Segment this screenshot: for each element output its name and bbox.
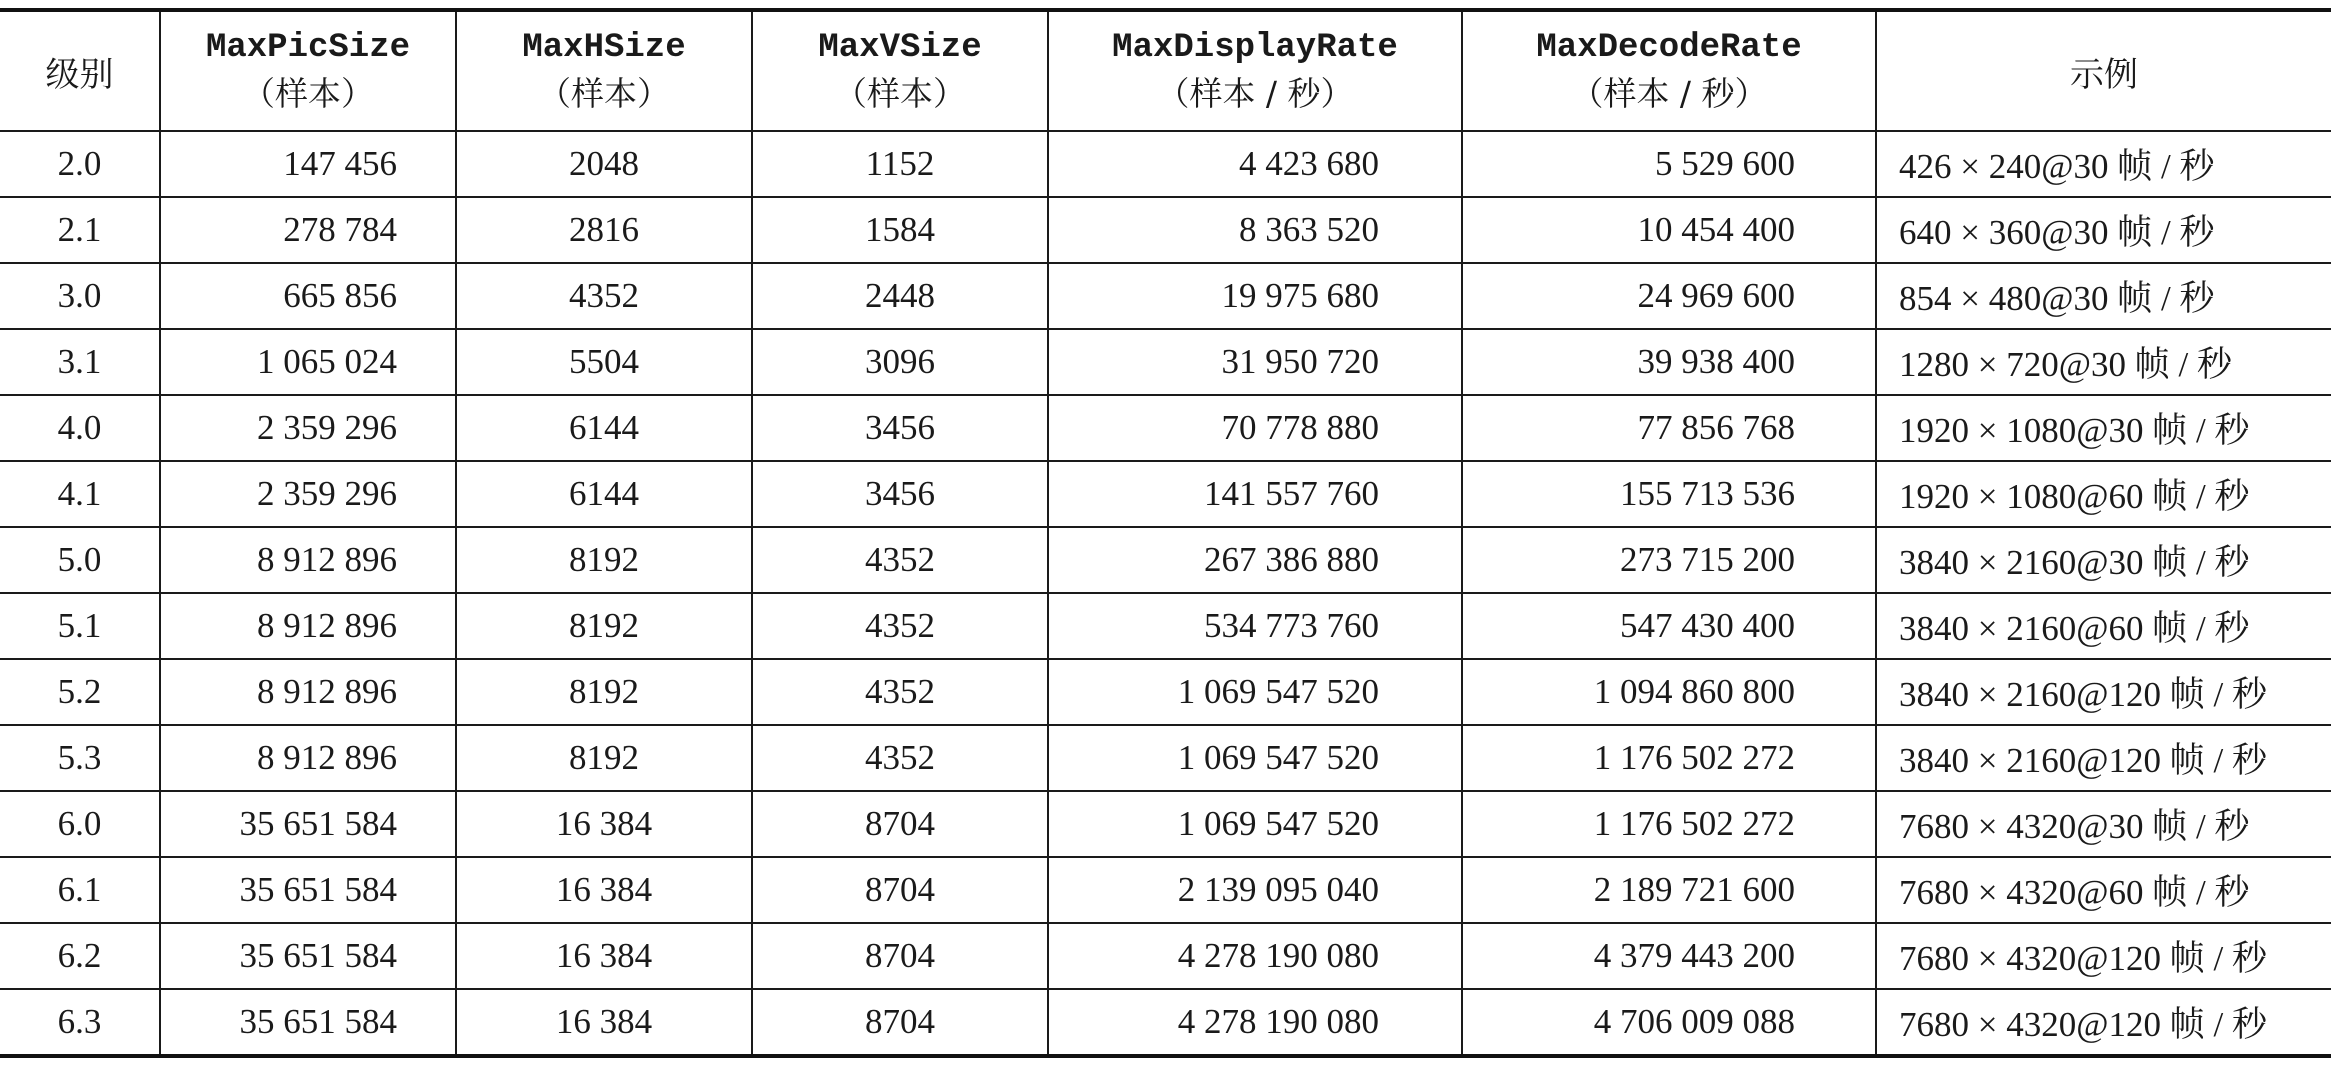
max-pic-size-cell: 35 651 584: [160, 791, 456, 857]
max-pic-size-cell: 665 856: [160, 263, 456, 329]
max-decode-rate-cell: 1 176 502 272: [1462, 791, 1876, 857]
max-display-rate-cell: 1 069 547 520: [1048, 791, 1462, 857]
max-decode-rate-cell: 547 430 400: [1462, 593, 1876, 659]
max-v-size-cell: 4352: [752, 725, 1048, 791]
example-cell: 1920 × 1080@30 帧 / 秒: [1876, 395, 2331, 461]
max-pic-size-cell: 1 065 024: [160, 329, 456, 395]
max-v-size-cell: 2448: [752, 263, 1048, 329]
max-v-size-cell: 4352: [752, 593, 1048, 659]
max-h-size-cell: 16 384: [456, 791, 752, 857]
max-display-rate-cell: 141 557 760: [1048, 461, 1462, 527]
max-decode-rate-cell: 39 938 400: [1462, 329, 1876, 395]
header-max-v-size: MaxVSize （样本）: [752, 10, 1048, 131]
max-pic-size-cell: 147 456: [160, 131, 456, 197]
max-decode-rate-cell: 24 969 600: [1462, 263, 1876, 329]
max-display-rate-cell: 1 069 547 520: [1048, 725, 1462, 791]
max-decode-rate-cell: 10 454 400: [1462, 197, 1876, 263]
max-pic-size-cell: 8 912 896: [160, 725, 456, 791]
header-example: 示例: [1876, 10, 2331, 131]
level-cell: 4.0: [0, 395, 160, 461]
example-cell: 1920 × 1080@60 帧 / 秒: [1876, 461, 2331, 527]
max-display-rate-cell: 4 278 190 080: [1048, 923, 1462, 989]
example-cell: 7680 × 4320@60 帧 / 秒: [1876, 857, 2331, 923]
max-display-rate-cell: 534 773 760: [1048, 593, 1462, 659]
max-pic-size-cell: 2 359 296: [160, 461, 456, 527]
table-row: [0, 329, 2331, 395]
table-row: [0, 659, 2331, 725]
table-row: [0, 857, 2331, 923]
max-pic-size-cell: 35 651 584: [160, 989, 456, 1056]
table-row: [0, 527, 2331, 593]
max-v-size-cell: 3456: [752, 461, 1048, 527]
max-v-size-cell: 8704: [752, 857, 1048, 923]
max-decode-rate-cell: 1 176 502 272: [1462, 725, 1876, 791]
example-cell: 3840 × 2160@120 帧 / 秒: [1876, 725, 2331, 791]
max-h-size-cell: 8192: [456, 527, 752, 593]
max-pic-size-cell: 35 651 584: [160, 857, 456, 923]
table-row: [0, 791, 2331, 857]
table-row: [0, 725, 2331, 791]
max-h-size-cell: 4352: [456, 263, 752, 329]
example-cell: 7680 × 4320@30 帧 / 秒: [1876, 791, 2331, 857]
example-cell: 3840 × 2160@30 帧 / 秒: [1876, 527, 2331, 593]
max-h-size-cell: 2816: [456, 197, 752, 263]
table-row: [0, 461, 2331, 527]
max-v-size-cell: 1584: [752, 197, 1048, 263]
max-h-size-cell: 6144: [456, 395, 752, 461]
max-pic-size-cell: 35 651 584: [160, 923, 456, 989]
header-max-pic-size: MaxPicSize （样本）: [160, 10, 456, 131]
example-cell: 1280 × 720@30 帧 / 秒: [1876, 329, 2331, 395]
level-limits-table: [0, 8, 2331, 1058]
max-decode-rate-cell: 4 706 009 088: [1462, 989, 1876, 1056]
max-v-size-cell: 8704: [752, 989, 1048, 1056]
header-max-decode-rate: MaxDecodeRate （样本 / 秒）: [1462, 10, 1876, 131]
level-cell: 2.0: [0, 131, 160, 197]
max-decode-rate-cell: 273 715 200: [1462, 527, 1876, 593]
max-v-size-cell: 1152: [752, 131, 1048, 197]
max-h-size-cell: 8192: [456, 725, 752, 791]
level-cell: 6.0: [0, 791, 160, 857]
max-display-rate-cell: 267 386 880: [1048, 527, 1462, 593]
level-cell: 5.0: [0, 527, 160, 593]
table-row: [0, 263, 2331, 329]
header-level: 级别: [0, 10, 160, 131]
max-h-size-cell: 2048: [456, 131, 752, 197]
table-row: [0, 593, 2331, 659]
table-row: [0, 923, 2331, 989]
max-display-rate-cell: 1 069 547 520: [1048, 659, 1462, 725]
level-cell: 6.3: [0, 989, 160, 1056]
level-cell: 5.2: [0, 659, 160, 725]
header-max-h-size: MaxHSize （样本）: [456, 10, 752, 131]
max-decode-rate-cell: 77 856 768: [1462, 395, 1876, 461]
max-display-rate-cell: 4 278 190 080: [1048, 989, 1462, 1056]
level-cell: 3.0: [0, 263, 160, 329]
example-cell: 7680 × 4320@120 帧 / 秒: [1876, 923, 2331, 989]
level-cell: 4.1: [0, 461, 160, 527]
max-display-rate-cell: 4 423 680: [1048, 131, 1462, 197]
max-h-size-cell: 16 384: [456, 923, 752, 989]
header-max-display-rate: MaxDisplayRate （样本 / 秒）: [1048, 10, 1462, 131]
max-decode-rate-cell: 155 713 536: [1462, 461, 1876, 527]
table-row: [0, 989, 2331, 1056]
max-pic-size-cell: 8 912 896: [160, 659, 456, 725]
max-display-rate-cell: 31 950 720: [1048, 329, 1462, 395]
max-pic-size-cell: 8 912 896: [160, 593, 456, 659]
max-v-size-cell: 8704: [752, 923, 1048, 989]
level-cell: 3.1: [0, 329, 160, 395]
max-v-size-cell: 4352: [752, 659, 1048, 725]
max-pic-size-cell: 2 359 296: [160, 395, 456, 461]
max-h-size-cell: 6144: [456, 461, 752, 527]
max-pic-size-cell: 8 912 896: [160, 527, 456, 593]
max-display-rate-cell: 2 139 095 040: [1048, 857, 1462, 923]
max-h-size-cell: 16 384: [456, 857, 752, 923]
max-decode-rate-cell: 2 189 721 600: [1462, 857, 1876, 923]
max-v-size-cell: 8704: [752, 791, 1048, 857]
max-pic-size-cell: 278 784: [160, 197, 456, 263]
max-v-size-cell: 3096: [752, 329, 1048, 395]
table-body: [0, 131, 2331, 1056]
example-cell: 7680 × 4320@120 帧 / 秒: [1899, 1005, 2267, 1044]
max-h-size-cell: 8192: [456, 659, 752, 725]
max-v-size-cell: 4352: [752, 527, 1048, 593]
level-cell: 5.1: [0, 593, 160, 659]
max-decode-rate-cell: 1 094 860 800: [1462, 659, 1876, 725]
level-cell: 6.1: [0, 857, 160, 923]
level-cell: 2.1: [0, 197, 160, 263]
table-row: [0, 131, 2331, 197]
table-row: [0, 197, 2331, 263]
max-display-rate-cell: 8 363 520: [1048, 197, 1462, 263]
max-display-rate-cell: 19 975 680: [1048, 263, 1462, 329]
table-row: [0, 395, 2331, 461]
max-display-rate-cell: 70 778 880: [1048, 395, 1462, 461]
level-cell: 5.3: [0, 725, 160, 791]
max-h-size-cell: 5504: [456, 329, 752, 395]
example-cell: 854 × 480@30 帧 / 秒: [1876, 263, 2331, 329]
example-cell: 426 × 240@30 帧 / 秒: [1876, 131, 2331, 197]
example-cell: 640 × 360@30 帧 / 秒: [1876, 197, 2331, 263]
example-cell: 3840 × 2160@60 帧 / 秒: [1876, 593, 2331, 659]
level-cell: 6.2: [0, 923, 160, 989]
max-h-size-cell: 8192: [456, 593, 752, 659]
max-decode-rate-cell: 4 379 443 200: [1462, 923, 1876, 989]
max-h-size-cell: 16 384: [456, 989, 752, 1056]
max-v-size-cell: 3456: [752, 395, 1048, 461]
header-row: [0, 10, 2331, 131]
max-decode-rate-cell: 5 529 600: [1462, 131, 1876, 197]
example-cell: 3840 × 2160@120 帧 / 秒: [1876, 659, 2331, 725]
